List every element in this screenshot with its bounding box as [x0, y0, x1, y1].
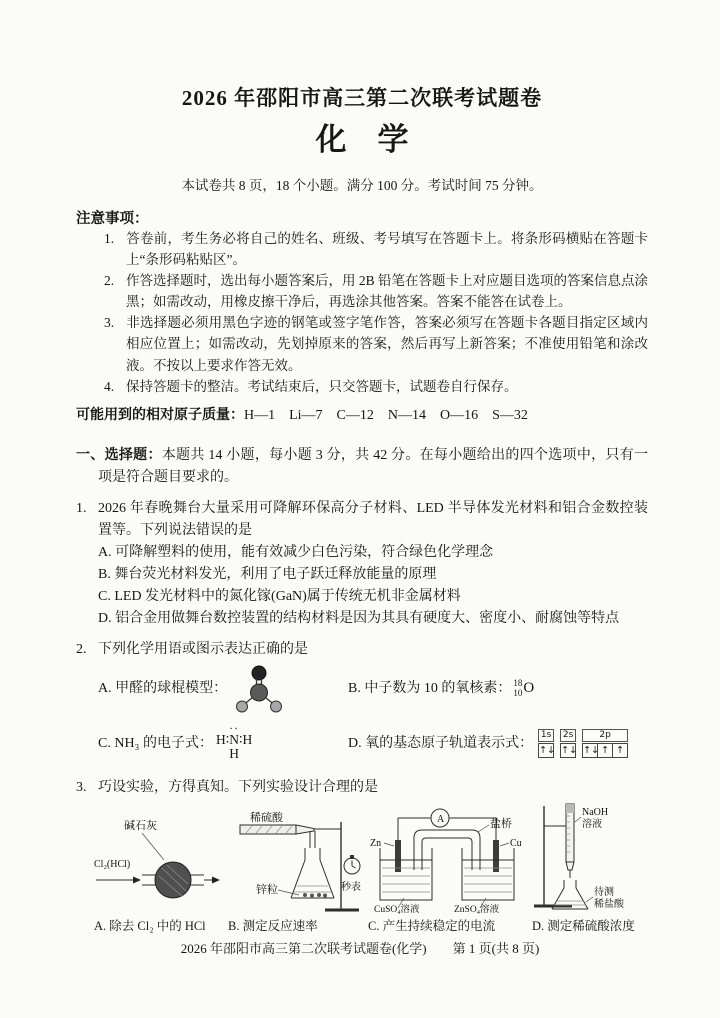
notice-item — [76, 228, 648, 270]
atomic-mass-line — [76, 404, 648, 424]
salt-bridge-label: 盐桥 — [490, 817, 512, 830]
exam-info-line: 本试卷共 8 页，18 个小题。满分 100 分。考试时间 75 分钟。 — [181, 178, 543, 194]
copper-electrode — [493, 840, 499, 872]
question-3-stem — [76, 777, 648, 799]
diagram-d-caption: D. 测定稀硫酸浓度 — [532, 918, 635, 933]
soda-lime-label: 碱石灰 — [124, 819, 157, 832]
diagram-b-column — [228, 810, 362, 937]
notice-item-number: 2. — [104, 273, 115, 289]
notice-item-number: 4. — [104, 378, 115, 394]
notice-item-text: 作答选择题时，选出每小题答案后，用 2B 铅笔在答题卡上对应题目选项的答案信息点涂黑；如需改动，用橡皮擦干净后，再选涂其他答案。答案不能答在试卷上。 — [126, 273, 649, 310]
right-solution-label: ZnSO₄溶液 — [454, 904, 500, 914]
atomic-mass-values: H—1 Li—7 C—12 N—14 O—16 S—32 — [244, 407, 528, 423]
section-heading — [76, 445, 648, 489]
atomic-number: 10 — [513, 687, 523, 698]
electron-formula-bottom: H — [229, 746, 239, 762]
burette-tip — [566, 862, 574, 870]
element-symbol: O — [523, 679, 535, 696]
hydrogen-ball — [271, 701, 282, 712]
notice-item — [76, 376, 648, 397]
titration-apparatus-diagram — [532, 802, 644, 914]
salt-bridge — [414, 830, 480, 870]
funnel-taper — [296, 825, 314, 834]
stopwatch-label: 秒表 — [341, 881, 361, 893]
naoh-label-line1: NaOH — [582, 806, 609, 818]
zinc-granule — [310, 893, 314, 897]
sample-label-line1: 待测 — [594, 886, 614, 898]
copper-electrode-label: Cu — [510, 837, 522, 849]
question-2-option-b — [348, 665, 648, 713]
option-a-label: A. 甲醛的球棍模型： — [98, 680, 228, 696]
orbital-2p: 2p ↑↓ ↑ ↑ — [582, 729, 628, 758]
question-2 — [76, 639, 648, 767]
zinc-granule — [317, 893, 321, 897]
oxygen-orbital-diagram — [538, 729, 628, 758]
question-1-option-a: A. 可降解塑料的使用，能有效减少白色污染，符合绿色化学理念 — [98, 545, 494, 561]
reaction-rate-apparatus-diagram — [228, 810, 362, 914]
question-3 — [76, 777, 648, 937]
notice-item-number: 1. — [104, 231, 115, 247]
gas-inlet-label: Cl₂(HCl) — [94, 858, 131, 870]
notice-item — [76, 312, 648, 375]
question-stem-text: 下列化学用语或图示表达正确的是 — [98, 642, 308, 658]
diagram-c-column — [368, 806, 526, 937]
dilute-acid-label: 稀硫酸 — [250, 811, 283, 824]
option-b-label: B. 中子数为 10 的氧核素： — [348, 680, 512, 696]
page-footer: 2026 年邵阳市高三第二次联考试题卷(化学) 第 1 页(共 8 页) — [180, 941, 540, 956]
notice-item-text: 保持答题卡的整洁。考试结束后，只交答题卡，试题卷自行保存。 — [126, 378, 518, 394]
question-3-diagrams — [76, 802, 648, 937]
drying-bulb — [155, 862, 191, 898]
zinc-electrode — [395, 840, 401, 872]
isotope-notation — [513, 677, 534, 701]
diagram-d-column — [532, 802, 644, 937]
ammeter-label: A — [437, 813, 445, 825]
notice-item-text: 答卷前，考生务必将自己的姓名、班级、考号填写在答题卡上。将条形码横贴在答题卡上“条形码粘贴区”。 — [126, 231, 648, 268]
subject-title: 化 学 — [315, 122, 409, 158]
galvanic-cell-diagram — [368, 806, 526, 914]
funnel-barrel — [240, 825, 296, 834]
orbital-1s: 1s ↑↓ — [539, 730, 556, 757]
question-1 — [76, 498, 648, 631]
question-2-options — [76, 664, 648, 768]
notice-heading: 注意事项： — [76, 211, 149, 228]
sample-label-line2: 稀盐酸 — [594, 898, 624, 910]
page-title: 2026 年邵阳市高三第二次联考试题卷 — [181, 86, 543, 110]
question-stem-text: 2026 年春晚舞台大量采用可降解环保高分子材料、LED 半导体发光材料和铝合金数控装置等。下列说法错误的是 — [98, 500, 648, 538]
atomic-mass-label: 可能用到的相对原子质量： — [76, 407, 244, 423]
question-2-stem — [76, 639, 648, 661]
question-1-stem — [76, 498, 648, 542]
left-solution-label: CuSO₄溶液 — [374, 904, 420, 914]
ammonia-electron-formula — [215, 721, 253, 762]
oxygen-ball — [252, 666, 266, 680]
zinc-label: 锌粒 — [256, 883, 278, 896]
question-1-option-c: C. LED 发光材料中的氮化镓(GaN)属于传统无机非金属材料 — [98, 589, 461, 605]
question-number: 3. — [76, 779, 87, 795]
hydrogen-ball — [237, 701, 248, 712]
question-number: 1. — [76, 500, 87, 516]
question-1-option-b: B. 舞台荧光材料发光，利用了电子跃迁释放能量的原理 — [98, 567, 437, 583]
option-c-label: C. NH₃ 的电子式： — [98, 735, 213, 751]
notice-item-text: 非选择题必须用黑色字迹的钢笔或签字笔作答，答案必须写在答题卡各题目指定区域内相应位置上；如需改动，先划掉原来的答案，然后再写上新答案；不准使用铅笔和涂改液。不按以上要求作答无效。 — [126, 315, 648, 373]
diagram-a-column — [94, 814, 222, 937]
diagram-a-caption: A. 除去 Cl₂ 中的 HCl — [94, 918, 206, 933]
lone-pair-dots: ·· — [229, 721, 240, 736]
section-heading-description: 本题共 14 小题，每小题 3 分，共 42 分。在每小题给出的四个选项中，只有一项是符合题目要求的。 — [98, 447, 649, 485]
notice-item-number: 3. — [104, 315, 115, 331]
question-number: 2. — [76, 642, 87, 658]
zinc-granule — [303, 893, 307, 897]
gas-drying-apparatus-diagram — [94, 814, 222, 914]
electron-formula-main: H∶N∶H — [215, 732, 253, 748]
question-stem-text: 巧设实验，方得真知。下列实验设计合理的是 — [98, 779, 378, 795]
naoh-label-line2: 溶液 — [582, 818, 602, 830]
gas-outlet-arrow — [212, 876, 220, 883]
option-d-label: D. 氧的基态原子轨道表示式： — [348, 735, 534, 751]
orbital-2s: 2s ↑↓ — [561, 730, 578, 757]
mass-number: 18 — [513, 678, 523, 689]
diagram-b-caption: B. 测定反应速率 — [228, 918, 318, 933]
section-heading-label: 一、选择题： — [76, 447, 162, 463]
zinc-electrode-label: Zn — [370, 837, 382, 849]
question-2-option-c — [98, 720, 348, 768]
diagram-c-caption: C. 产生持续稳定的电流 — [368, 918, 496, 933]
formaldehyde-ball-stick-model — [231, 664, 287, 714]
question-1-option-d: D. 铝合金用做舞台数控装置的结构材料是因为其具有硬度大、密度小、耐腐蚀等特点 — [98, 611, 620, 627]
gas-flow-arrow — [133, 876, 141, 883]
carbon-ball — [251, 684, 268, 701]
question-2-option-a — [98, 664, 348, 714]
zinc-granule — [323, 893, 327, 897]
question-2-option-d — [348, 720, 648, 768]
notice-item — [76, 270, 648, 312]
